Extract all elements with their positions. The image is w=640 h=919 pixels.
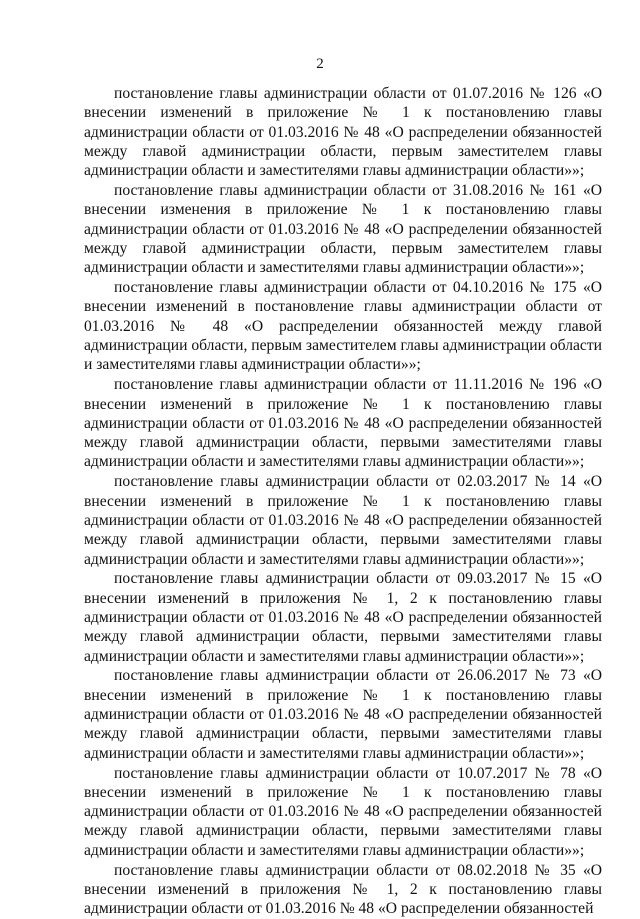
page-number: 2 — [316, 56, 324, 72]
document-body — [84, 84, 602, 919]
paragraph: постановление главы администрации области от 26.06.2017 № 73 «О внесении изменений в приложение № 1 к постановлению главы администрации области от 01.03.2016 № 48 «О распределении обязанностей между главой администрации области, первыми заместителями главы администрации области и заместителями главы администрации области»»; — [84, 667, 602, 762]
paragraph: постановление главы администрации области от 01.07.2016 № 126 «О внесении изменений в приложение № 1 к постановлению главы администрации области от 01.03.2016 № 48 «О распределении обязанностей между главой администрации области, первым заместителем главы администрации области и заместителями главы администрации области»»; — [84, 85, 602, 180]
paragraph: постановление главы администрации области от 04.10.2016 № 175 «О внесении изменений в постановление главы администрации области от 01.03.2016 № 48 «О распределении обязанностей между главой администрации области, первым заместителем главы администрации области и заместителями главы администрации области»»; — [84, 279, 602, 374]
paragraph: постановление главы администрации области от 09.03.2017 № 15 «О внесении изменений в приложения № 1, 2 к постановлению главы администрации области от 01.03.2016 № 48 «О распределении обязанностей между главой администрации области, первыми заместителями главы администрации области и заместителями главы администрации области»»; — [84, 570, 602, 665]
paragraph: постановление главы администрации области от 08.02.2018 № 35 «О внесении изменений в приложения № 1, 2 к постановлению главы администрации области от 01.03.2016 № 48 «О распределении обязанностей — [84, 861, 602, 918]
paragraph: постановление главы администрации области от 31.08.2016 № 161 «О внесении изменения в приложение № 1 к постановлению главы администрации области от 01.03.2016 № 48 «О распределении обязанностей между главой администрации области, первым заместителем главы администрации области и заместителями главы администрации области»»; — [84, 182, 602, 277]
paragraph: постановление главы администрации области от 11.11.2016 № 196 «О внесении изменений в приложение № 1 к постановлению главы администрации области от 01.03.2016 № 48 «О распределении обязанностей между главой администрации области, первыми заместителями главы администрации области и заместителями главы администрации области»»; — [84, 376, 602, 471]
paragraph: постановление главы администрации области от 10.07.2017 № 78 «О внесении изменений в приложение № 1 к постановлению главы администрации области от 01.03.2016 № 48 «О распределении обязанностей между главой администрации области, первыми заместителями главы администрации области и заместителями главы администрации области»»; — [84, 764, 602, 859]
paragraph: постановление главы администрации области от 02.03.2017 № 14 «О внесении изменений в приложение № 1 к постановлению главы администрации области от 01.03.2016 № 48 «О распределении обязанностей между главой администрации области, первыми заместителями главы администрации области и заместителями главы администрации области»»; — [84, 473, 602, 568]
